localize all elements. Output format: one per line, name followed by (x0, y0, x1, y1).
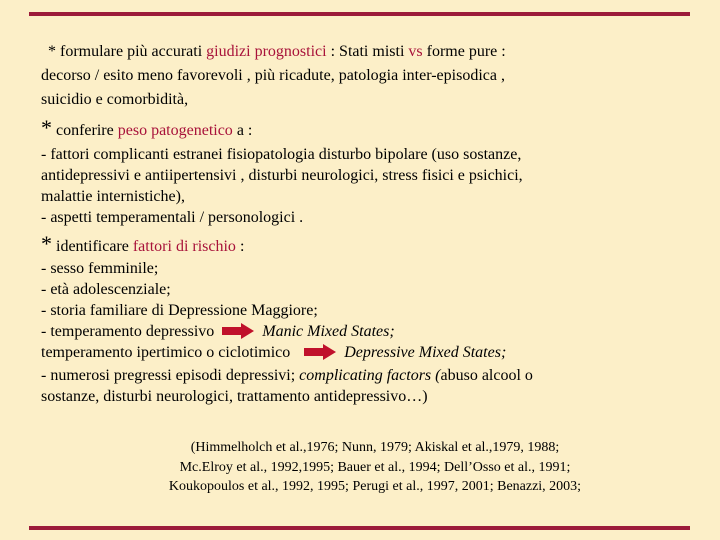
block2-line: - aspetti temperamentali / personologici . (41, 209, 304, 226)
temperament-text: temperamento ipertimico o ciclotimico (41, 344, 291, 361)
risk-factors-line (41, 231, 245, 257)
block2-line: - fattori complicanti estranei fisiopatologia disturbo bipolare (uso sostanze, (41, 146, 522, 163)
complicating-factors: complicating factors ( (299, 367, 441, 384)
block1-line3: suicidio e comorbidità, (41, 91, 189, 108)
block1-vs: vs (408, 43, 423, 60)
block2-line: antidepressivi e antiipertensivi , disturbi neurologici, stress fisici e psichici, (41, 167, 523, 184)
episodes-text-b: abuso alcool o (440, 367, 533, 384)
block1-intro: formulare più accurati (60, 43, 203, 60)
block3-intro: identificare (56, 238, 129, 255)
block2-highlight: peso patogenetico (117, 122, 233, 139)
bullet: * (41, 115, 52, 140)
block1-rest: : Stati misti (330, 43, 405, 60)
block1-highlight: giudizi prognostici (206, 43, 327, 60)
block2-line: malattie internistiche), (41, 188, 185, 205)
episodes-text: - numerosi pregressi episodi depressivi; (41, 367, 296, 384)
block1-tail: forme pure : (426, 43, 506, 60)
temperament-text: - temperamento depressivo (41, 323, 215, 340)
bottom-divider (29, 526, 690, 530)
block2-tail: a : (236, 122, 253, 139)
red-arrow-icon (304, 344, 336, 360)
risk-line: - sesso femminile; (41, 260, 159, 277)
reference-line: (Himmelholch et al.,1976; Nunn, 1979; Akiskal et al.,1979, 1988; (190, 440, 560, 455)
pathogenetic-line (41, 115, 253, 141)
risk-line: - età adolescenziale; (41, 281, 171, 298)
temperament-result: Manic Mixed States; (262, 323, 395, 340)
temperament-result: Depressive Mixed States; (344, 344, 507, 361)
bullet: * (41, 231, 52, 256)
temperament-line-2 (41, 343, 506, 363)
risk-line: - storia familiare di Depressione Maggiore; (41, 302, 318, 319)
block2-intro: conferire (56, 122, 114, 139)
bullet: * (48, 43, 56, 60)
prognostic-line (48, 42, 506, 62)
red-arrow-icon (222, 323, 254, 339)
episodes-line (41, 366, 533, 386)
temperament-line-1 (41, 322, 395, 342)
reference-line: Koukopoulos et al., 1992, 1995; Perugi et al., 1997, 2001; Benazzi, 2003; (168, 479, 582, 494)
reference-line: Mc.Elroy et al., 1992,1995; Bauer et al., 1994; Dell’Osso et al., 1991; (179, 460, 571, 475)
block3-highlight: fattori di rischio (132, 238, 236, 255)
block3-tail: : (239, 238, 245, 255)
block1-line2: decorso / esito meno favorevoli , più ricadute, patologia inter-episodica , (41, 67, 505, 84)
episodes-line-2: sostanze, disturbi neurologici, trattamento antidepressivo…) (41, 388, 428, 405)
top-divider (29, 12, 690, 16)
